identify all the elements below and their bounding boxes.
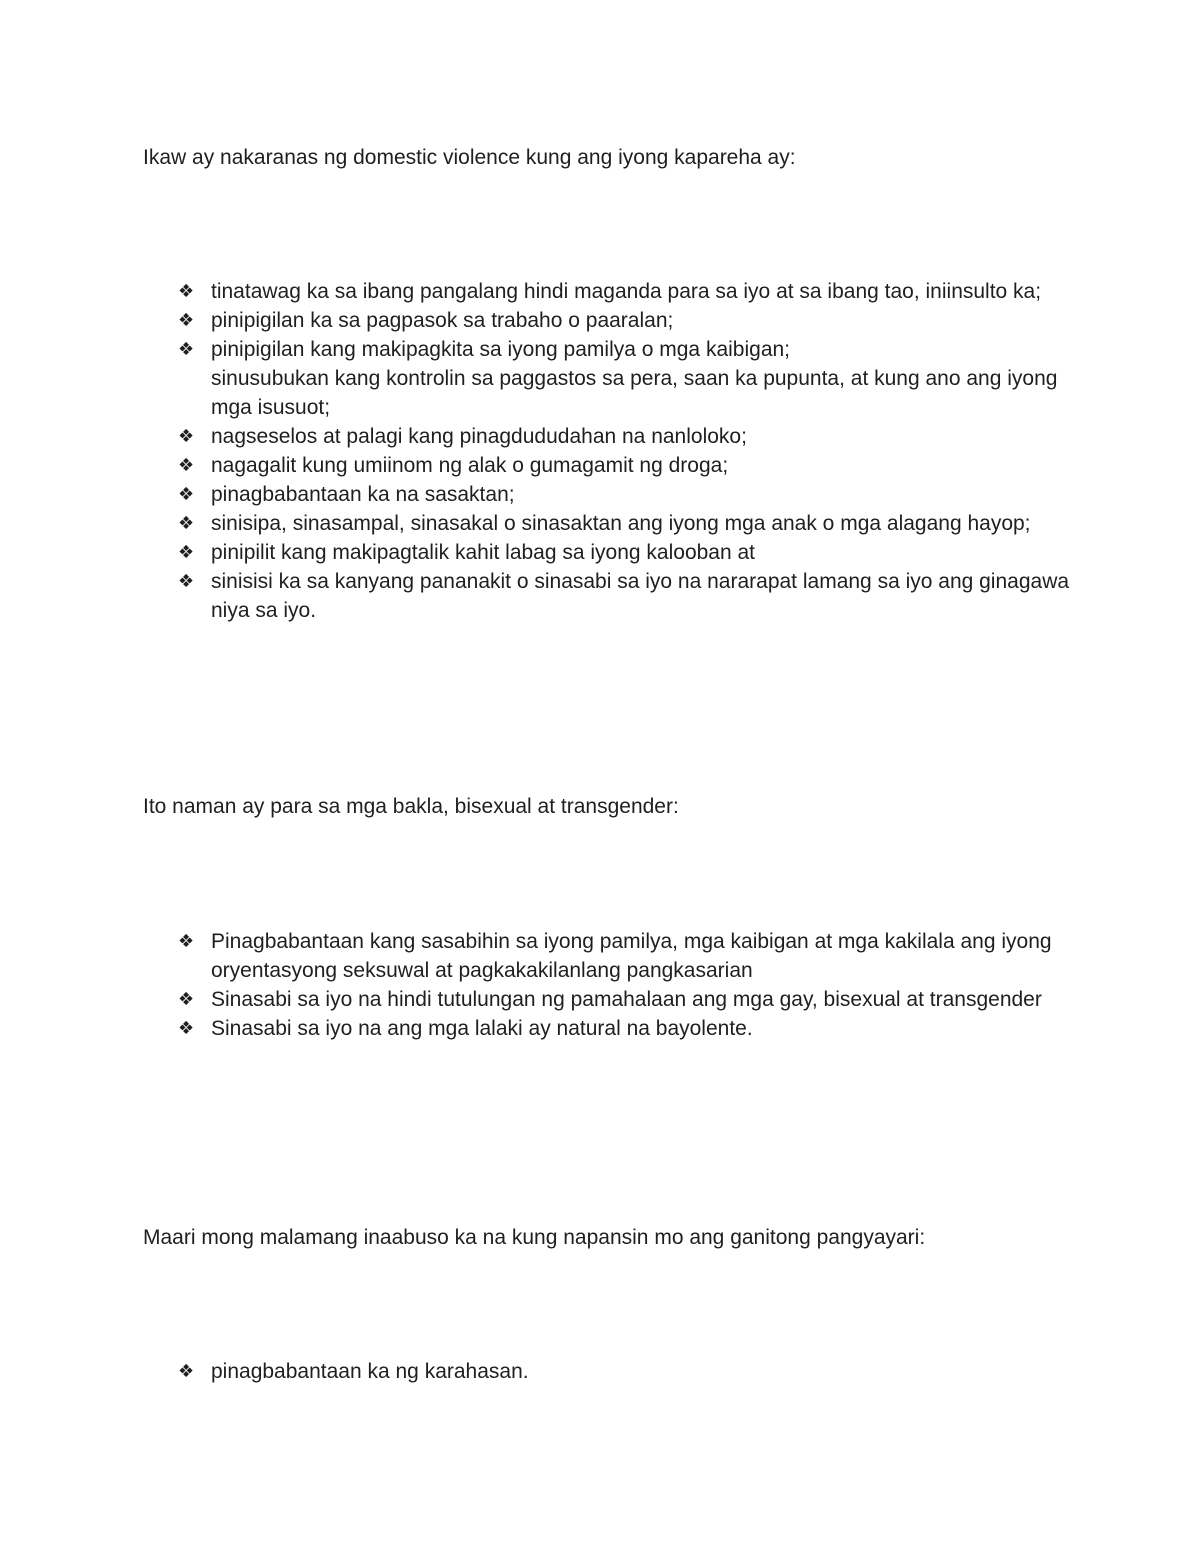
diamond-bullet-icon: ❖ (178, 931, 195, 952)
list-item (178, 985, 1078, 1014)
list-item (178, 480, 1078, 509)
section-2-intro: Ito naman ay para sa mga bakla, bisexual at transgender: (143, 795, 679, 818)
list-item-continuation: sinusubukan kang kontrolin sa paggastos sa pera, saan ka pupunta, at kung ano ang iyong mga isusuot; (211, 367, 1058, 419)
list-item (178, 567, 1078, 625)
diamond-bullet-icon: ❖ (178, 1018, 195, 1039)
list-item-text: nagseselos at palagi kang pinagdududahan na nanloloko; (211, 425, 747, 448)
diamond-bullet-icon: ❖ (178, 513, 195, 534)
list-item (178, 306, 1078, 335)
list-item-text: tinatawag ka sa ibang pangalang hindi maganda para sa iyo at sa ibang tao, iniinsulto ka; (211, 280, 1042, 303)
diamond-bullet-icon: ❖ (178, 281, 195, 302)
list-item-text: Sinasabi sa iyo na hindi tutulungan ng pamahalaan ang mga gay, bisexual at transgender (211, 988, 1042, 1011)
list-item (178, 538, 1078, 567)
diamond-bullet-icon: ❖ (178, 542, 195, 563)
diamond-bullet-icon: ❖ (178, 1361, 195, 1382)
list-item (178, 451, 1078, 480)
list-item-text: pinipigilan ka sa pagpasok sa trabaho o paaralan; (211, 309, 674, 332)
list-item-text: Pinagbabantaan kang sasabihin sa iyong pamilya, mga kaibigan at mga kakilala ang iyong oryentasyong seksuwal at pagkakakilanlang pangkasarian (211, 930, 1052, 982)
list-item (178, 277, 1078, 306)
section-1-list (178, 277, 1078, 625)
list-item (178, 422, 1078, 451)
diamond-bullet-icon: ❖ (178, 455, 195, 476)
section-2-list (178, 927, 1078, 1043)
list-item-text: sinisipa, sinasampal, sinasakal o sinasaktan ang iyong mga anak o mga alagang hayop; (211, 512, 1031, 535)
section-3-list (178, 1357, 1078, 1386)
section-3-intro: Maari mong malamang inaabuso ka na kung napansin mo ang ganitong pangyayari: (143, 1226, 926, 1249)
list-item (178, 509, 1078, 538)
diamond-bullet-icon: ❖ (178, 484, 195, 505)
diamond-bullet-icon: ❖ (178, 426, 195, 447)
diamond-bullet-icon: ❖ (178, 310, 195, 331)
list-item-text: Sinasabi sa iyo na ang mga lalaki ay natural na bayolente. (211, 1017, 753, 1040)
list-item (178, 1014, 1078, 1043)
list-item-text: pinipilit kang makipagtalik kahit labag sa iyong kalooban at (211, 541, 756, 564)
list-item-text: nagagalit kung umiinom ng alak o gumagamit ng droga; (211, 454, 729, 477)
list-item-text: pinipigilan kang makipagkita sa iyong pamilya o mga kaibigan; (211, 338, 791, 361)
list-item (178, 1357, 1078, 1386)
list-item (178, 335, 1078, 422)
list-item-text: pinagbabantaan ka na sasaktan; (211, 483, 515, 506)
list-item-text: sinisisi ka sa kanyang pananakit o sinasabi sa iyo na nararapat lamang sa iyo ang ginagawa niya sa iyo. (211, 570, 1070, 622)
diamond-bullet-icon: ❖ (178, 339, 195, 360)
list-item-text: pinagbabantaan ka ng karahasan. (211, 1360, 529, 1383)
diamond-bullet-icon: ❖ (178, 989, 195, 1010)
diamond-bullet-icon: ❖ (178, 571, 195, 592)
list-item (178, 927, 1078, 985)
section-1-intro: Ikaw ay nakaranas ng domestic violence kung ang iyong kapareha ay: (143, 146, 796, 169)
